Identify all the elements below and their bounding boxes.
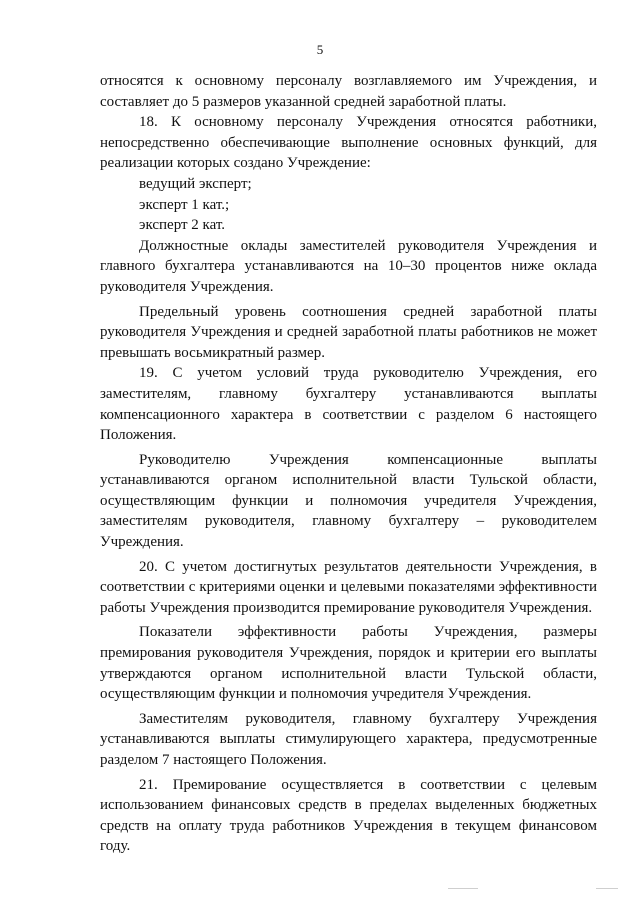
paragraph-21: 21. Премирование осуществляется в соответствии с целевым использованием финансовых средств в пределах выделенных бюджетных средств на оплату труда работников Учреждения в текущем финансовом году. xyxy=(100,776,597,855)
paragraph-19: 19. С учетом условий труда руководителю Учреждения, его заместителям, главному бухгалтеру устанавливаются выплаты компенсационного характера в соответствии с разделом 6 настоящего Положения. xyxy=(100,365,597,444)
page-number: 5 xyxy=(316,42,324,57)
paragraph-efficiency-indicators: Показатели эффективности работы Учреждения, размеры премирования руководителя Учреждения, порядок и критерии его выплаты утверждаются органом исполнительной власти Тульской области, осуществляющим функции и полномочия учредителя Учреждения. xyxy=(100,624,597,703)
document-body xyxy=(100,71,597,857)
paragraph-incentive-payments: Заместителям руководителя, главному бухгалтеру Учреждения устанавливаются выплаты стимулирующего характера, предусмотренные разделом 7 настоящего Положения. xyxy=(100,710,597,768)
paragraph-18: 18. К основному персоналу Учреждения относятся работники, непосредственно обеспечивающие выполнение основных функций, для реализации которых создано Учреждение: xyxy=(100,114,597,172)
scan-mark xyxy=(448,888,478,889)
list-item-expert-2: эксперт 2 кат. xyxy=(139,217,226,234)
paragraph-20: 20. С учетом достигнутых результатов деятельности Учреждения, в соответствии с критериями оценки и целевыми показателями эффективности работы Учреждения производится премирование руководителя Учреждения. xyxy=(100,558,597,616)
paragraph-salary-ratio: Предельный уровень соотношения средней заработной платы руководителя Учреждения и средней заработной платы работников не может превышать восьмикратный размер. xyxy=(100,303,597,361)
list-item-lead-expert: ведущий эксперт; xyxy=(139,175,252,192)
paragraph-continuation: относятся к основному персоналу возглавляемого им Учреждения, и составляет до 5 размеров указанной средней заработной платы. xyxy=(100,73,597,110)
scan-mark xyxy=(596,888,618,889)
paragraph-deputy-salaries: Должностные оклады заместителей руководителя Учреждения и главного бухгалтера устанавливаются на 10–30 процентов ниже оклада руководителя Учреждения. xyxy=(100,237,597,295)
paragraph-compensation-payments: Руководителю Учреждения компенсационные выплаты устанавливаются органом исполнительной власти Тульской области, осуществляющим функции и полномочия учредителя Учреждения, заместителям руководителя, главному бухгалтеру – руководителем Учреждения. xyxy=(100,451,597,551)
list-item-expert-1: эксперт 1 кат.; xyxy=(139,196,230,213)
